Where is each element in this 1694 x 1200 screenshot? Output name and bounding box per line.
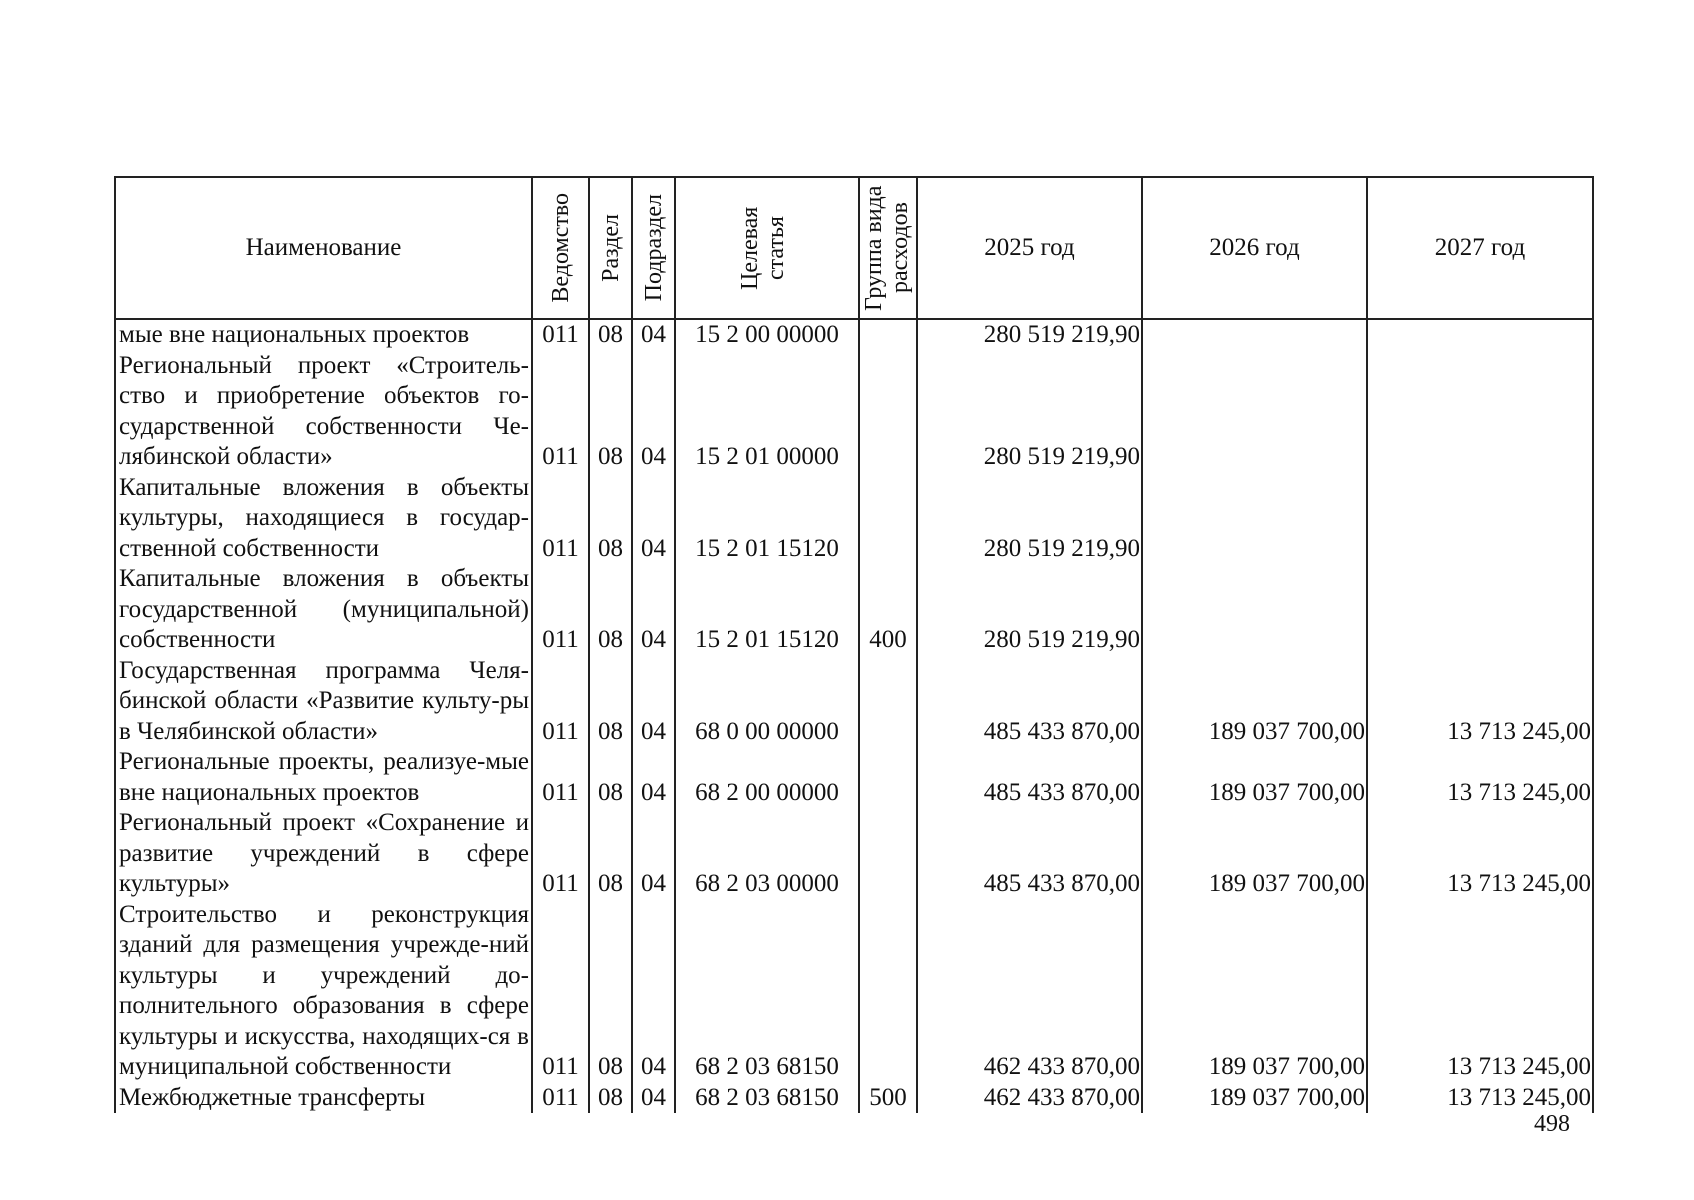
row-group	[859, 351, 917, 473]
row-name: Капитальные вложения в объекты государственной (муниципальной) собственности	[115, 564, 532, 656]
row-2027: 13 713 245,00	[1367, 900, 1593, 1083]
row-target: 15 2 01 00000	[675, 351, 859, 473]
header-name: Наименование	[115, 177, 532, 319]
row-target: 15 2 00 00000	[675, 319, 859, 351]
row-group	[859, 656, 917, 748]
row-dept: 011	[532, 808, 589, 900]
row-2025: 462 433 870,00	[917, 900, 1142, 1083]
row-name: Региональный проект «Сохранение и развитие учреждений в сфере культуры»	[115, 808, 532, 900]
row-2025: 462 433 870,00	[917, 1083, 1142, 1114]
row-target: 68 0 00 00000	[675, 656, 859, 748]
row-target: 15 2 01 15120	[675, 564, 859, 656]
row-subsection: 04	[632, 900, 675, 1083]
table-row	[115, 351, 1593, 473]
row-subsection: 04	[632, 1083, 675, 1114]
table-row	[115, 656, 1593, 748]
row-section: 08	[589, 473, 632, 565]
row-target: 68 2 00 00000	[675, 747, 859, 808]
row-2025: 485 433 870,00	[917, 808, 1142, 900]
row-2025: 280 519 219,90	[917, 319, 1142, 351]
header-section	[589, 177, 632, 319]
row-2026	[1142, 473, 1367, 565]
table-row	[115, 900, 1593, 1083]
row-target: 68 2 03 68150	[675, 900, 859, 1083]
table-row	[115, 473, 1593, 565]
row-2025: 280 519 219,90	[917, 473, 1142, 565]
row-2025: 280 519 219,90	[917, 564, 1142, 656]
header-target-label: Целевая статья	[737, 206, 789, 290]
row-dept: 011	[532, 351, 589, 473]
row-2026	[1142, 319, 1367, 351]
row-section: 08	[589, 747, 632, 808]
row-2027	[1367, 351, 1593, 473]
row-2026: 189 037 700,00	[1142, 808, 1367, 900]
row-section: 08	[589, 1083, 632, 1114]
row-target: 15 2 01 15120	[675, 473, 859, 565]
row-2027	[1367, 319, 1593, 351]
row-subsection: 04	[632, 564, 675, 656]
row-subsection: 04	[632, 473, 675, 565]
row-subsection: 04	[632, 319, 675, 351]
row-section: 08	[589, 564, 632, 656]
header-2027: 2027 год	[1367, 177, 1593, 319]
header-2025: 2025 год	[917, 177, 1142, 319]
header-section-label: Раздел	[597, 214, 624, 282]
table-header-row	[115, 177, 1593, 319]
row-group: 400	[859, 564, 917, 656]
row-2027: 13 713 245,00	[1367, 808, 1593, 900]
row-2027: 13 713 245,00	[1367, 656, 1593, 748]
row-group: 500	[859, 1083, 917, 1114]
row-dept: 011	[532, 564, 589, 656]
row-2026: 189 037 700,00	[1142, 656, 1367, 748]
row-subsection: 04	[632, 351, 675, 473]
row-dept: 011	[532, 747, 589, 808]
header-group-label: Группа вида расходов	[861, 185, 913, 311]
row-group	[859, 808, 917, 900]
row-2026: 189 037 700,00	[1142, 900, 1367, 1083]
header-subsection	[632, 177, 675, 319]
row-2027: 13 713 245,00	[1367, 747, 1593, 808]
row-group	[859, 473, 917, 565]
row-name: Строительство и реконструкция зданий для размещения учрежде-ний культуры и учреждений до-полнительного образования в сфере культуры и искусства, находящих-ся в муниципальной собственности	[115, 900, 532, 1083]
row-section: 08	[589, 319, 632, 351]
row-subsection: 04	[632, 808, 675, 900]
row-dept: 011	[532, 900, 589, 1083]
header-target	[675, 177, 859, 319]
row-target: 68 2 03 00000	[675, 808, 859, 900]
row-group	[859, 900, 917, 1083]
row-2025: 280 519 219,90	[917, 351, 1142, 473]
row-section: 08	[589, 656, 632, 748]
row-dept: 011	[532, 473, 589, 565]
row-name: Государственная программа Челя-бинской области «Развитие культу-ры в Челябинской области»	[115, 656, 532, 748]
row-dept: 011	[532, 319, 589, 351]
row-section: 08	[589, 808, 632, 900]
row-name: мые вне национальных проектов	[115, 319, 532, 351]
table-row	[115, 808, 1593, 900]
table-row	[115, 1083, 1593, 1114]
row-name: Капитальные вложения в объекты культуры, находящиеся в государ-ственной собственности	[115, 473, 532, 565]
row-name: Региональные проекты, реализуе-мые вне национальных проектов	[115, 747, 532, 808]
row-2026	[1142, 564, 1367, 656]
table-row	[115, 564, 1593, 656]
table-row	[115, 319, 1593, 351]
page-number: 498	[1534, 1111, 1570, 1137]
table-row	[115, 747, 1593, 808]
row-dept: 011	[532, 1083, 589, 1114]
row-2026: 189 037 700,00	[1142, 1083, 1367, 1114]
row-dept: 011	[532, 656, 589, 748]
row-2026	[1142, 351, 1367, 473]
row-2026: 189 037 700,00	[1142, 747, 1367, 808]
row-group	[859, 747, 917, 808]
header-2026: 2026 год	[1142, 177, 1367, 319]
row-group	[859, 319, 917, 351]
row-name: Межбюджетные трансферты	[115, 1083, 532, 1114]
header-group	[859, 177, 917, 319]
row-2025: 485 433 870,00	[917, 656, 1142, 748]
header-dept-label: Ведомство	[547, 193, 574, 303]
row-name: Региональный проект «Строитель-ство и приобретение объектов го-сударственной собственности Че-лябинской области»	[115, 351, 532, 473]
header-subsection-label: Подраздел	[640, 194, 667, 302]
row-2027	[1367, 564, 1593, 656]
row-target: 68 2 03 68150	[675, 1083, 859, 1114]
row-2027	[1367, 473, 1593, 565]
row-2025: 485 433 870,00	[917, 747, 1142, 808]
row-section: 08	[589, 900, 632, 1083]
header-dept	[532, 177, 589, 319]
budget-table	[114, 176, 1594, 1113]
row-subsection: 04	[632, 747, 675, 808]
row-section: 08	[589, 351, 632, 473]
row-2027: 13 713 245,00	[1367, 1083, 1593, 1114]
row-subsection: 04	[632, 656, 675, 748]
